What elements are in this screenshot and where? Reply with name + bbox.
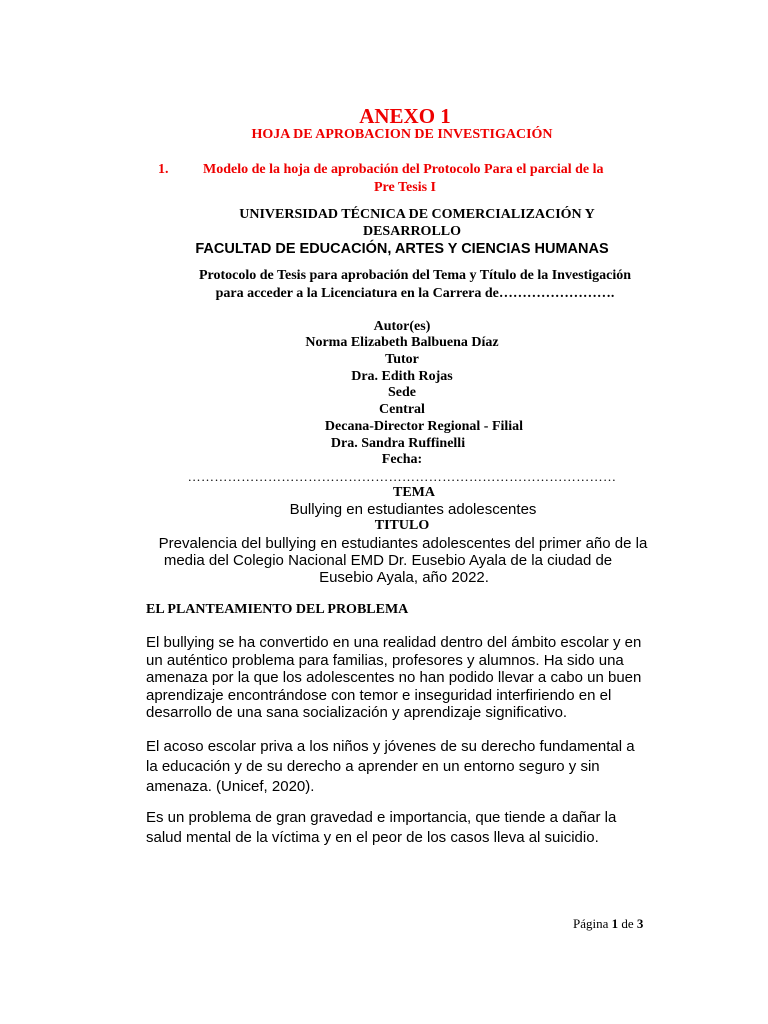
faculty-name: FACULTAD DE EDUCACIÓN, ARTES Y CIENCIAS HUMANAS: [195, 241, 609, 257]
protocol-line1: Protocolo de Tesis para aprobación del Tema y Título de la Investigación: [198, 268, 632, 283]
annex-title: ANEXO 1: [359, 104, 451, 128]
dean-name: Dra. Sandra Ruffinelli: [330, 436, 466, 451]
author-label: Autor(es): [373, 319, 431, 334]
paragraph-line: amenaza por la que los adolescentes no han podido llevar a cabo un buen: [146, 669, 642, 686]
item-text-line1: Modelo de la hoja de aprobación del Protocolo Para el parcial de la: [203, 162, 604, 177]
problem-heading: EL PLANTEAMIENTO DEL PROBLEMA: [146, 602, 409, 617]
paragraph-line: El acoso escolar priva a los niños y jóvenes de su derecho fundamental a: [146, 738, 635, 755]
tutor-name: Dra. Edith Rojas: [351, 369, 453, 384]
paragraph-line: un auténtico problema para familias, profesores y alumnos. Ha sido una: [146, 651, 624, 669]
protocol-line2: para acceder a la Licenciatura en la Carrera de…………………….: [215, 286, 615, 301]
problem-paragraph-2: [146, 737, 635, 797]
titulo-line1: Prevalencia del bullying en estudiantes adolescentes del primer año de la: [158, 535, 648, 552]
titulo-line3: Eusebio Ayala, año 2022.: [319, 569, 489, 586]
item-number: 1.: [158, 162, 169, 177]
dean-label: Decana-Director Regional - Filial: [324, 419, 524, 434]
page-of-word: de: [621, 916, 634, 931]
tema-value: Bullying en estudiantes adolescentes: [289, 501, 537, 518]
paragraph-line: amenaza. (Unicef, 2020).: [146, 778, 315, 795]
paragraph-line: desarrollo de una sana socialización y aprendizaje significativo.: [146, 704, 568, 721]
page-current: 1: [611, 916, 619, 931]
item-text-line2: Pre Tesis I: [374, 180, 436, 195]
page-word: Página: [573, 916, 609, 931]
annex-subtitle: HOJA DE APROBACION DE INVESTIGACIÓN: [251, 127, 553, 142]
author-name: Norma Elizabeth Balbuena Díaz: [305, 335, 499, 350]
paragraph-line: Es un problema de gran gravedad e importancia, que tiende a dañar la: [146, 809, 617, 826]
page-number: [573, 916, 643, 932]
titulo-label: TITULO: [374, 518, 430, 533]
dotted-separator: ……………………………………………………………………………………: [187, 469, 617, 484]
paragraph-line: aprendizaje encontrándose con temor e inseguridad interfiriendo en el: [146, 686, 612, 704]
sede-value: Central: [379, 402, 425, 417]
problem-paragraph-1: [146, 634, 641, 722]
university-name-line1: UNIVERSIDAD TÉCNICA DE COMERCIALIZACIÓN Y: [239, 207, 595, 222]
tema-label: TEMA: [393, 485, 435, 500]
tutor-label: Tutor: [385, 352, 419, 367]
page-total: 3: [636, 916, 644, 931]
titulo-line2: media del Colegio Nacional EMD Dr. Eusebio Ayala de la ciudad de: [163, 552, 613, 569]
date-label: Fecha:: [381, 452, 423, 467]
paragraph-line: la educación y de su derecho a aprender en un entorno seguro y sin: [146, 758, 600, 775]
paragraph-line: salud mental de la víctima y en el peor de los casos lleva al suicidio.: [146, 829, 599, 846]
sede-label: Sede: [388, 385, 416, 400]
problem-paragraph-3: [146, 808, 616, 848]
university-name-line2: DESARROLLO: [362, 224, 462, 239]
paragraph-line: El bullying se ha convertido en una realidad dentro del ámbito escolar y en: [146, 634, 642, 651]
